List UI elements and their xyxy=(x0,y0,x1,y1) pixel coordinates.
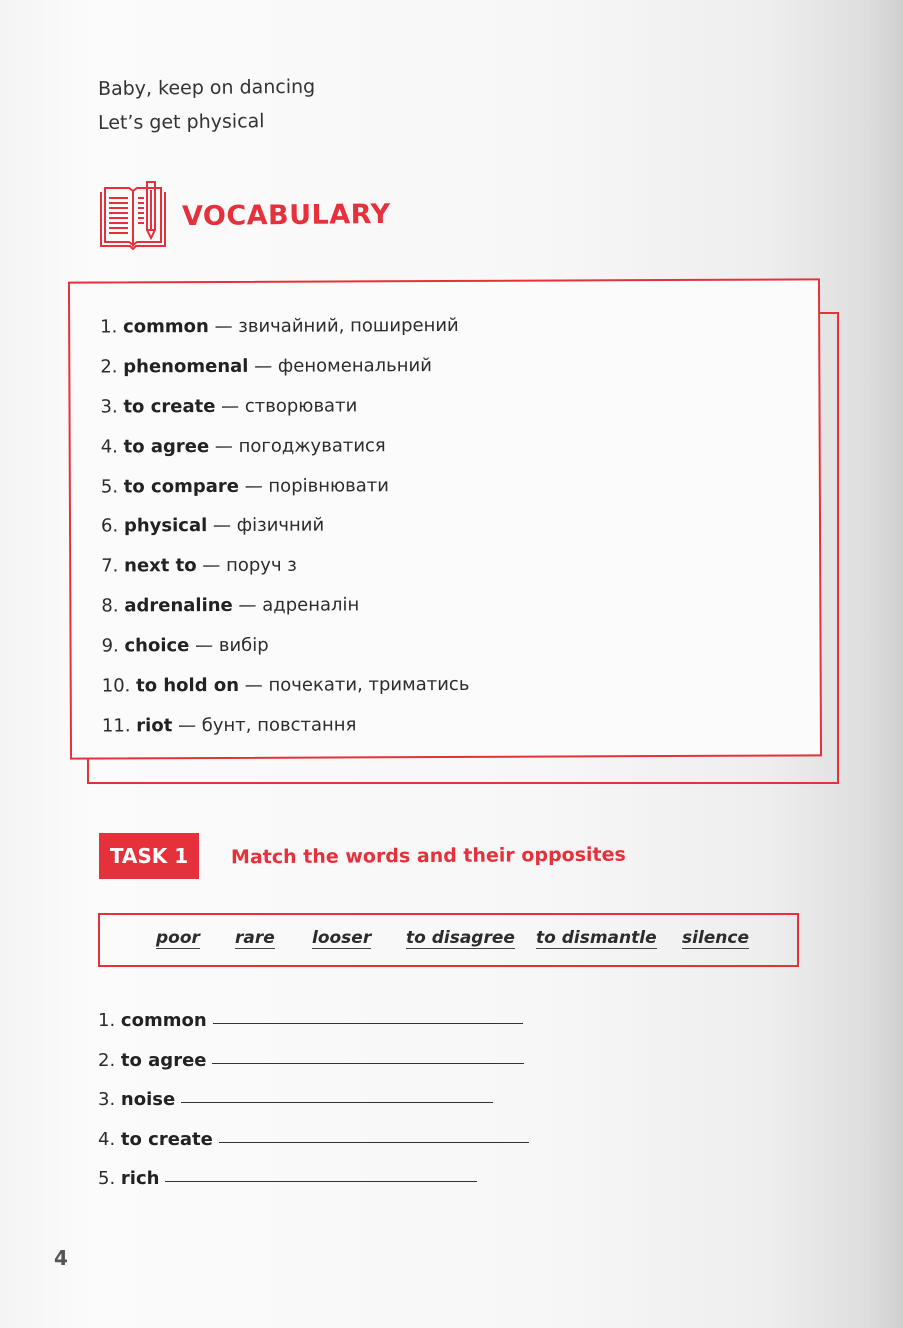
vocabulary-item: 9. choice — вибір xyxy=(101,634,269,657)
word-bank-item: looser xyxy=(312,928,372,948)
task-instruction: Match the words and their opposites xyxy=(230,843,626,869)
vocabulary-item: 5. to compare — порівнювати xyxy=(100,474,389,498)
word-bank-item: rare xyxy=(235,928,275,948)
task-badge: TASK 1 xyxy=(99,833,199,879)
lyrics xyxy=(98,72,315,140)
exercise-list xyxy=(98,1006,529,1204)
vocabulary-list xyxy=(100,306,470,746)
lyric-line-2: Let’s get physical xyxy=(97,110,265,134)
book-pencil-icon xyxy=(98,178,168,252)
vocabulary-item: 4. to agree — погоджуватися xyxy=(100,434,386,458)
exercise-item: 5. rich xyxy=(98,1164,529,1204)
exercise-item: 3. noise xyxy=(98,1085,529,1125)
lyric-line-1: Baby, keep on dancing xyxy=(97,75,316,100)
vocabulary-title: VOCABULARY xyxy=(181,198,391,232)
exercise-item: 4. to create xyxy=(98,1125,529,1165)
answer-line[interactable] xyxy=(213,1023,523,1024)
vocabulary-item: 1. common — звичайний, поширений xyxy=(100,314,459,338)
exercise-item: 1. common xyxy=(98,1006,529,1046)
word-bank xyxy=(98,913,799,967)
vocabulary-item: 7. next to — поруч з xyxy=(101,554,297,577)
task-1-header xyxy=(99,833,626,879)
answer-line[interactable] xyxy=(219,1142,529,1143)
vocabulary-box xyxy=(68,278,822,759)
vocabulary-item: 8. adrenaline — адреналін xyxy=(101,594,360,617)
vocabulary-header xyxy=(98,178,391,252)
vocabulary-item: 11. riot — бунт, повстання xyxy=(101,714,357,737)
word-bank-item: to disagree xyxy=(406,928,515,948)
vocabulary-item: 3. to create — створювати xyxy=(100,395,358,418)
word-bank-item: silence xyxy=(682,928,750,948)
vocabulary-item: 2. phenomenal — феноменальний xyxy=(100,354,432,378)
vocabulary-item: 10. to hold on — почекати, триматись xyxy=(101,673,470,697)
exercise-item: 2. to agree xyxy=(98,1046,529,1086)
word-bank-item: poor xyxy=(156,928,200,948)
word-bank-item: to dismantle xyxy=(536,928,657,948)
answer-line[interactable] xyxy=(181,1102,493,1103)
answer-line[interactable] xyxy=(165,1181,477,1182)
answer-line[interactable] xyxy=(212,1063,524,1064)
page-number: 4 xyxy=(54,1246,68,1270)
vocabulary-item: 6. physical — фізичний xyxy=(100,514,325,537)
